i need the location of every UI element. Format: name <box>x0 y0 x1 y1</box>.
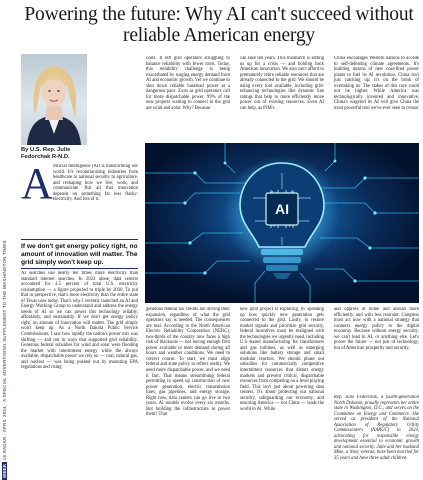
author-portrait <box>21 54 87 145</box>
column-4-bottom-text: and oppress at home and abroad more efficiently, and with less restraint. Congress must act now with a national strategy that connects energy policy to the digital economy. Because without energy security, we can't lead in AI, or anything else. Let's power the future — not just of technology, but of American prosperity and security. <box>334 307 419 351</box>
pull-quote: If we don't get energy policy right, no amount of innovation will matter. The grid simply won't keep up. <box>21 239 138 269</box>
byline: By U.S. Rep. Julie Fedorchak R-N.D. <box>21 147 71 161</box>
column-2-top-text: costs. It left grid operators struggling to balance reliability with fewer tools. Today, this reliability challenge is being exacerbated by surging energy demand from AI and economic growth. Yet we continue to shut down reliable baseload power at a dangerous pace. Even as grid operators call for more dispatchable power, 99% of the new projects waiting to connect to the grid are wind and solar. Why? Because <box>146 56 230 111</box>
ai-lightbulb-illustration <box>145 143 419 303</box>
column-1-text: AI searches use nearly ten times more electricity than standard internet searches. In 2024 alone, data centers accounted for 4.5 percent of total U.S. electricity consumption — a figure projected to triple by 2030. To put that in perspective, that's more electricity than the entire state of Texas uses today. That's why I recently launched an AI and Energy Working Group to understand and address the energy needs of AI so we can power this technology reliably, affordably, and sustainably. If we don't get energy policy right, no amount of innovation will matter. The grid simply won't keep up. As a North Dakota Public Service Commissioner, I saw how rapidly the nation's power mix was shifting — and not in ways that supported grid reliability. Generous federal subsidies for wind and solar were flooding the market with intermittent energy while the always available, dispatchable power we rely on — coal, natural gas, and nuclear — was being pushed out by mounting EPA regulations and rising <box>21 271 138 371</box>
sidebar-page-number: 16 <box>2 454 7 461</box>
column-3-bottom-text: new pilot project is exploring, by speeding up how quickly new generation gets connected to the grid. Lastly, to restore market signals and prioritize grid security, federal incentives must be realigned with the technologies we urgently need, including U.S.-based manufacturing for transformers and gas turbines, as well as emerging solutions like battery storage and small modular reactors. We should phase out subsidies for commercially competitive intermittent resources that distort energy markets and prevent critical, dispatchable resources from competing on a level playing field. This isn't just about powering data centers. It's about protecting our national security, safeguarding our economy, and ensuring America — not China — leads the world in AI. While <box>240 307 324 412</box>
page-sidebar <box>2 240 12 480</box>
author-bio: Rep. Julie Fedorchak, a fourth-generation North Dakotan, proudly represents her entire state in Washington, D.C., and serves on the Committee on Energy and Commerce. She served as president of the National Association of Regulatory Utility Commissioners (NARUC) in 2024, advocating for responsible energy development essential to economic growth and national security. Julie and her husband Mike, a Navy veteran, have been married for 35 years and have three adult children. <box>334 395 419 462</box>
author-portrait-image <box>21 54 87 145</box>
sidebar-week: WEEK <box>2 463 7 478</box>
sidebar-text: RADAR · APRIL 2024 · A SPECIAL ADVERTISING SUPPLEMENT TO THE WASHINGTON TIMES <box>2 240 7 454</box>
drop-cap: A <box>21 159 53 208</box>
chip-label: AI <box>275 201 289 217</box>
column-4-top-text: China encourages Western nations to accede to self-defeating climate agreements. It's building dozens of new coal-fired power plants to fuel its AI revolution. China isn't just catching up; it's on the brink of overtaking us. The stakes of this race could not be higher. While America was technologically invented and innovative, China's wagered its AI will give China the most powerful tool we've ever seen to censor <box>334 56 419 111</box>
headline: Powering the future: Why AI can't succeed without reliable American energy <box>24 4 414 46</box>
column-2-bottom-text: generous federal tax credits are driving their expansion, regardless of what the grid operators say is needed. The consequences are real. According to the North American Electric Reliability Corporation (NERC), two-thirds of the country now faces a high risk of blackouts — not having enough firm power available to meet demand during all hours and weather conditions. We need to correct course. To start, we must align federal and state policy to reflect reality. We need more dispatchable power, and we need it fast. That means streamlining federal permitting to speed up construction of new power generation, electric transmission lines, gas pipelines, and energy storage. Right now, data centers can go live in two years. AI models evolve every six months. But building the infrastructure to power them? That <box>146 307 230 418</box>
column-3-top-text: can take ten years. This mismatch is setting us up for a crisis — and holding back American innovation. We also can't afford to prematurely retire reliable resources that are already connected to the grid. We should be using every tool available, including grid-enhancing technologies like dynamic line ratings that help to more efficiently move power out of existing resources. Even AI can help, as PJM's <box>240 56 324 111</box>
intro-text: rtificial Intelligence (AI) is transforming our world. It's revolutionizing industries from healthcare to national security to agriculture, and reshaping how we live, work, and communicate. But all that innovation depends on something far less flashy: electricity. And lots of it. <box>53 164 138 203</box>
ai-circuit-image <box>145 143 419 303</box>
